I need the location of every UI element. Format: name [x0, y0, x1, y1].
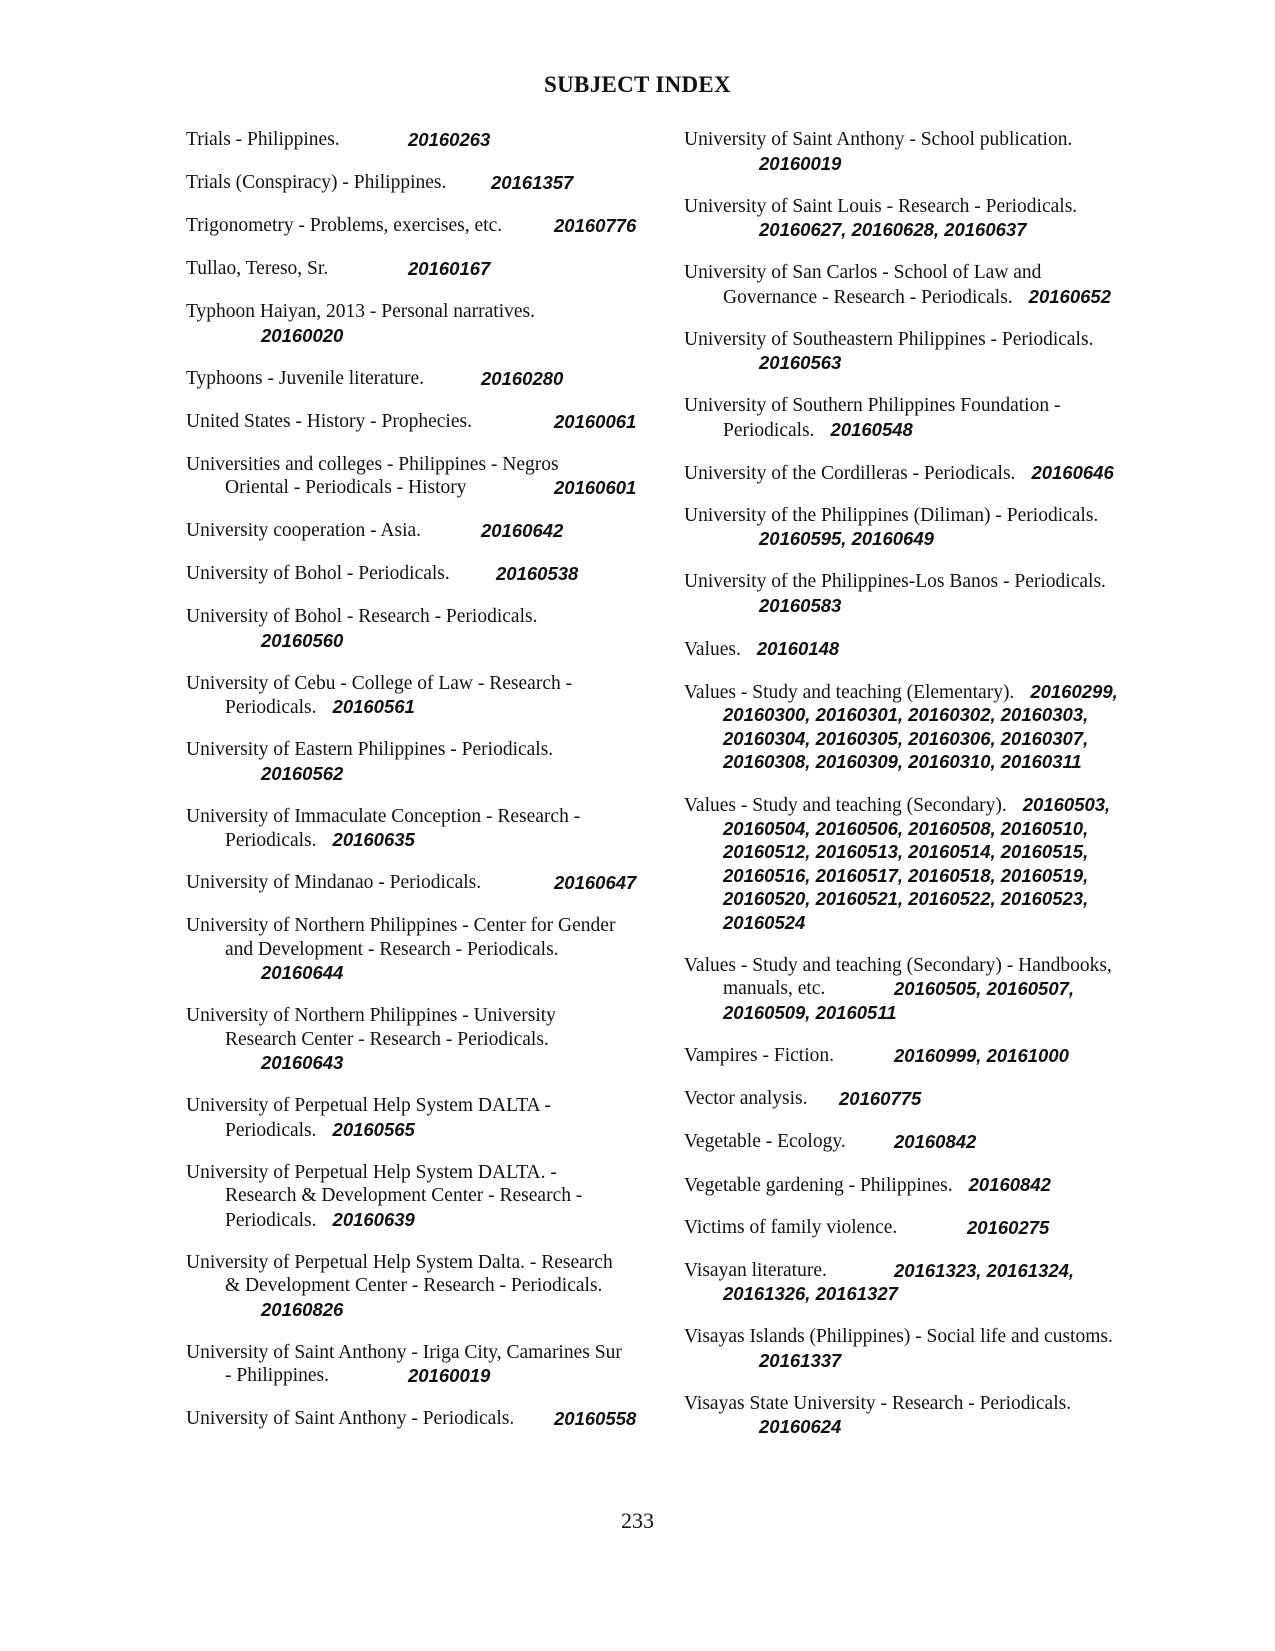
index-entry	[186, 1341, 622, 1388]
index-entry-line	[186, 938, 615, 962]
record-number: 20160563	[759, 352, 842, 373]
record-number: 20160639	[332, 1208, 415, 1230]
subject-heading: Trials - Philippines.	[186, 129, 340, 150]
index-entry-line	[186, 828, 580, 852]
record-number: 20160263	[408, 129, 491, 150]
record-number: 20160624	[759, 1416, 842, 1437]
subject-heading: Visayas State University - Research - Periodicals.	[684, 1392, 1072, 1414]
subject-heading: University of Cebu - College of Law - Research -	[186, 672, 573, 694]
index-entry	[684, 680, 1118, 774]
record-number: 20160826	[261, 1298, 344, 1320]
index-entry-line	[186, 324, 535, 348]
index-entry-line	[186, 605, 537, 629]
index-entry	[186, 300, 535, 347]
record-number: 20160520, 20160521, 20160522, 20160523,	[723, 888, 1089, 909]
index-entry-line	[684, 703, 1118, 727]
index-entry	[186, 871, 637, 895]
subject-heading: University of the Cordilleras - Periodicals.	[684, 462, 1016, 484]
subject-heading: Typhoons - Juvenile literature.	[186, 367, 424, 389]
index-entry	[186, 257, 491, 281]
subject-heading: Tullao, Tereso, Sr.	[186, 258, 329, 279]
subject-heading: University of Mindanao - Periodicals.	[186, 872, 482, 893]
index-entry-line	[684, 1044, 1069, 1068]
index-entry-line	[684, 1259, 1075, 1283]
index-entry-line	[186, 629, 537, 653]
index-entry	[684, 394, 1060, 441]
index-entry-line	[684, 418, 1060, 442]
index-entry-line	[684, 527, 1098, 551]
index-entry	[684, 1173, 1051, 1197]
index-entry	[684, 128, 1072, 175]
subject-heading: Trials (Conspiracy) - Philippines.	[186, 172, 447, 193]
index-entry-line	[684, 727, 1118, 751]
index-entry-line	[684, 1349, 1113, 1373]
index-entry-line	[684, 1001, 1112, 1025]
record-number: 20160635	[332, 829, 415, 850]
index-entry-line	[684, 750, 1118, 774]
index-entry-line	[684, 504, 1098, 528]
index-entry-line	[186, 871, 637, 895]
index-entry-line	[684, 840, 1110, 864]
index-entry-line	[186, 476, 637, 500]
index-entry-line	[186, 1004, 556, 1028]
page-number: 233	[621, 1508, 654, 1533]
subject-heading: University of Saint Anthony - Iriga City, Camarines Sur	[186, 1341, 622, 1363]
subject-heading: Periodicals.	[225, 697, 317, 718]
subject-heading: University of Northern Philippines - Center for Gender	[186, 915, 616, 936]
index-entry-line	[684, 461, 1114, 485]
index-entry	[186, 1251, 613, 1322]
record-number: 20160148	[756, 637, 840, 659]
index-entry-line	[186, 1364, 622, 1388]
record-number: 20160646	[1031, 461, 1114, 483]
index-entry-line	[684, 887, 1110, 911]
subject-heading: University of Southern Philippines Foundation -	[684, 395, 1061, 416]
index-entry-line	[186, 300, 535, 324]
index-entry	[186, 1094, 551, 1141]
subject-heading: University of Saint Louis - Research - Periodicals.	[684, 195, 1078, 217]
record-number: 20160019	[408, 1365, 491, 1386]
index-entry	[186, 672, 572, 719]
index-entry	[186, 171, 574, 195]
record-number: 20160548	[830, 418, 913, 440]
index-entry	[186, 453, 637, 500]
index-entry	[186, 214, 637, 238]
record-number: 20160562	[261, 762, 344, 784]
subject-heading: University of Bohol - Research - Periodicals.	[186, 606, 538, 627]
subject-heading: Research & Development Center - Research -	[225, 1185, 583, 1206]
index-entry-line	[684, 864, 1110, 888]
subject-heading: Visayan literature.	[684, 1259, 827, 1281]
record-number: 20160304, 20160305, 20160306, 20160307,	[723, 727, 1089, 749]
index-entry-line	[186, 453, 559, 477]
index-entry-line	[684, 1325, 1113, 1349]
index-entry-line	[684, 1392, 1071, 1416]
index-entry	[684, 1392, 1071, 1439]
index-entry	[186, 805, 580, 852]
record-number: 20160999, 20161000	[894, 1044, 1069, 1066]
index-entry-line	[186, 672, 572, 696]
index-entry-line	[186, 1118, 551, 1142]
record-number: 20160538	[496, 563, 579, 584]
index-entry-line	[684, 954, 1112, 978]
index-entry-line	[684, 1216, 1050, 1240]
subject-heading: University cooperation - Asia.	[186, 520, 422, 541]
subject-heading: Research Center - Research - Periodicals.	[225, 1028, 549, 1050]
index-entry-line	[684, 1415, 1071, 1439]
record-number: 20160504, 20160506, 20160508, 20160510,	[723, 817, 1089, 839]
index-entry	[186, 1161, 582, 1232]
record-number: 20160776	[554, 215, 637, 236]
record-number: 20160627, 20160628, 20160637	[759, 219, 1027, 240]
index-entry	[186, 410, 637, 434]
subject-heading: Periodicals.	[225, 1209, 317, 1231]
index-entry	[186, 1004, 556, 1075]
index-entry-line	[186, 805, 580, 829]
index-entry-line	[186, 961, 615, 985]
index-entry-line	[684, 793, 1110, 817]
index-entry	[186, 914, 615, 985]
record-number: 20161323, 20161324,	[894, 1259, 1075, 1281]
index-entry-line	[186, 1208, 582, 1232]
index-entry	[186, 1407, 637, 1431]
subject-heading: Vegetable gardening - Philippines.	[684, 1174, 953, 1196]
index-entry	[684, 504, 1098, 551]
index-entry-line	[186, 1161, 582, 1185]
index-entry-line	[684, 218, 1077, 242]
index-entry-line	[186, 171, 574, 195]
index-entry	[186, 519, 564, 543]
index-entry	[684, 793, 1110, 934]
record-number: 20160512, 20160513, 20160514, 20160515,	[723, 841, 1089, 862]
record-number: 20161337	[759, 1349, 842, 1371]
index-entry-line	[684, 328, 1093, 352]
subject-heading: University of Southeastern Philippines - Periodicals.	[684, 328, 1094, 350]
index-entry-line	[186, 257, 491, 281]
index-entry-line	[684, 1173, 1051, 1197]
index-entry-line	[186, 1251, 613, 1275]
record-number: 20160652	[1028, 285, 1111, 307]
index-entry-line	[684, 637, 839, 661]
record-number: 20160300, 20160301, 20160302, 20160303,	[723, 704, 1089, 725]
index-entry-line	[684, 195, 1077, 219]
index-entry-line	[684, 1282, 898, 1306]
index-entry-line	[684, 394, 1060, 418]
index-entry	[186, 605, 537, 652]
index-entry-line	[684, 152, 1072, 176]
index-entry-line	[684, 1130, 977, 1154]
index-entry	[684, 1259, 1075, 1306]
record-number: 20160558	[554, 1408, 637, 1429]
index-entry	[684, 1044, 1069, 1068]
index-entry	[684, 1130, 977, 1154]
record-number: 20160561	[332, 696, 415, 717]
record-number: 20160644	[261, 962, 344, 983]
index-entry	[684, 954, 1112, 1025]
index-entry-line	[186, 367, 564, 391]
subject-heading: University of Saint Anthony - School publication.	[684, 129, 1073, 150]
subject-heading: University of Perpetual Help System Dalta. - Research	[186, 1251, 613, 1273]
record-number: 20160595, 20160649	[759, 528, 934, 549]
record-number: 20160842	[894, 1130, 977, 1152]
index-entry-line	[186, 738, 553, 762]
index-entry-line	[186, 1341, 622, 1365]
index-entry	[684, 195, 1077, 242]
subject-heading: & Development Center - Research - Periodicals.	[225, 1275, 603, 1296]
record-number: 20160583	[759, 594, 842, 616]
index-entry-line	[684, 911, 1110, 935]
subject-heading: University of Bohol - Periodicals.	[186, 563, 450, 584]
index-entry-line	[186, 214, 637, 238]
index-entry-line	[186, 1298, 613, 1322]
subject-heading: Victims of family violence.	[684, 1216, 898, 1238]
subject-heading: Trigonometry - Problems, exercises, etc.	[186, 215, 503, 236]
index-entry	[186, 562, 579, 586]
subject-heading: - Philippines.	[225, 1365, 330, 1386]
subject-heading: University of Saint Anthony - Periodicals.	[186, 1408, 515, 1429]
index-entry-line	[684, 128, 1072, 152]
subject-heading: Vampires - Fiction.	[684, 1044, 835, 1066]
subject-heading: Governance - Research - Periodicals.	[723, 286, 1013, 308]
subject-heading: Periodicals.	[723, 419, 815, 441]
index-entry-line	[186, 1094, 551, 1118]
subject-heading: Oriental - Periodicals - History	[225, 477, 467, 498]
subject-heading: University of Immaculate Conception - Research -	[186, 805, 581, 827]
record-number: 20160503,	[1022, 794, 1111, 815]
index-entry	[684, 328, 1093, 375]
record-number: 20160308, 20160309, 20160310, 20160311	[723, 751, 1082, 772]
index-entry-line	[684, 351, 1093, 375]
record-number: 20160775	[839, 1087, 922, 1109]
record-number: 20160275	[967, 1216, 1050, 1238]
record-number: 20160019	[759, 152, 842, 174]
record-number: 20160020	[261, 324, 344, 346]
record-number: 20160642	[481, 520, 564, 541]
subject-heading: Values - Study and teaching (Secondary) - Handbooks,	[684, 954, 1112, 976]
subject-heading: Vector analysis.	[684, 1087, 808, 1109]
index-entry-line	[186, 128, 491, 152]
index-entry	[684, 1325, 1113, 1372]
index-entry	[186, 738, 553, 785]
subject-heading: Values - Study and teaching (Secondary).	[684, 795, 1007, 816]
index-entry	[684, 261, 1111, 308]
subject-heading: manuals, etc.	[723, 978, 826, 999]
subject-heading: University of Northern Philippines - University	[186, 1005, 556, 1026]
index-entry-line	[684, 570, 1106, 594]
index-entry-line	[186, 1184, 582, 1208]
index-entry	[684, 1216, 1050, 1240]
index-entry-line	[186, 1028, 556, 1052]
index-entry	[684, 637, 839, 661]
subject-heading: United States - History - Prophecies.	[186, 410, 472, 432]
index-entry-line	[186, 562, 579, 586]
record-number: 20160280	[481, 367, 564, 389]
index-entry-line	[684, 1087, 922, 1111]
index-entry-line	[186, 762, 553, 786]
subject-heading: Periodicals.	[225, 830, 317, 851]
subject-heading: University of San Carlos - School of Law and	[684, 262, 1042, 283]
record-number: 20160167	[408, 258, 491, 279]
record-number: 20161357	[491, 172, 574, 193]
index-entry-line	[186, 519, 564, 543]
record-number: 20160061	[554, 410, 637, 432]
subject-heading: Universities and colleges - Philippines - Negros	[186, 453, 559, 475]
index-entry	[684, 1087, 922, 1111]
record-number: 20160842	[968, 1173, 1051, 1195]
index-entry-line	[684, 817, 1110, 841]
index-entry-line	[186, 1274, 613, 1298]
index-entry	[684, 570, 1106, 617]
subject-heading: University of Perpetual Help System DALTA. -	[186, 1161, 557, 1183]
index-entry-line	[186, 914, 615, 938]
subject-heading: and Development - Research - Periodicals.	[225, 938, 559, 960]
page-title: SUBJECT INDEX	[544, 72, 731, 97]
index-entry-line	[186, 1407, 637, 1431]
record-number: 20160516, 20160517, 20160518, 20160519,	[723, 864, 1089, 886]
subject-heading: Vegetable - Ecology.	[684, 1130, 846, 1152]
record-number: 20160505, 20160507,	[894, 978, 1075, 999]
index-entry-line	[186, 1051, 556, 1075]
subject-heading: Visayas Islands (Philippines) - Social life and customs.	[684, 1326, 1113, 1347]
subject-heading: University of Perpetual Help System DALTA -	[186, 1095, 551, 1116]
record-number: 20160647	[554, 872, 637, 893]
subject-heading: University of the Philippines-Los Banos - Periodicals.	[684, 571, 1106, 592]
index-entry-line	[684, 285, 1111, 309]
subject-heading: Typhoon Haiyan, 2013 - Personal narratives.	[186, 301, 536, 322]
subject-heading: Values - Study and teaching (Elementary).	[684, 681, 1015, 703]
index-entry-line	[684, 261, 1111, 285]
index-entry-line	[684, 680, 1118, 704]
record-number: 20160299,	[1030, 680, 1118, 702]
record-number: 20160643	[261, 1052, 344, 1073]
index-entry	[684, 461, 1114, 485]
record-number: 20160560	[261, 629, 344, 651]
index-entry	[186, 367, 564, 391]
record-number: 20160565	[332, 1118, 415, 1140]
subject-heading: University of Eastern Philippines - Periodicals.	[186, 739, 554, 760]
index-entry-line	[186, 410, 637, 434]
record-number: 20160601	[554, 477, 637, 498]
subject-heading: Values.	[684, 638, 741, 660]
index-entry-line	[684, 977, 1112, 1001]
index-entry-line	[684, 594, 1106, 618]
record-number: 20161326, 20161327	[723, 1283, 898, 1304]
record-number: 20160509, 20160511	[723, 1001, 897, 1023]
subject-heading: University of the Philippines (Diliman) - Periodicals.	[684, 504, 1099, 526]
index-entry	[186, 128, 491, 152]
index-entry-line	[186, 695, 572, 719]
subject-heading: Periodicals.	[225, 1119, 317, 1141]
record-number: 20160524	[723, 911, 806, 933]
